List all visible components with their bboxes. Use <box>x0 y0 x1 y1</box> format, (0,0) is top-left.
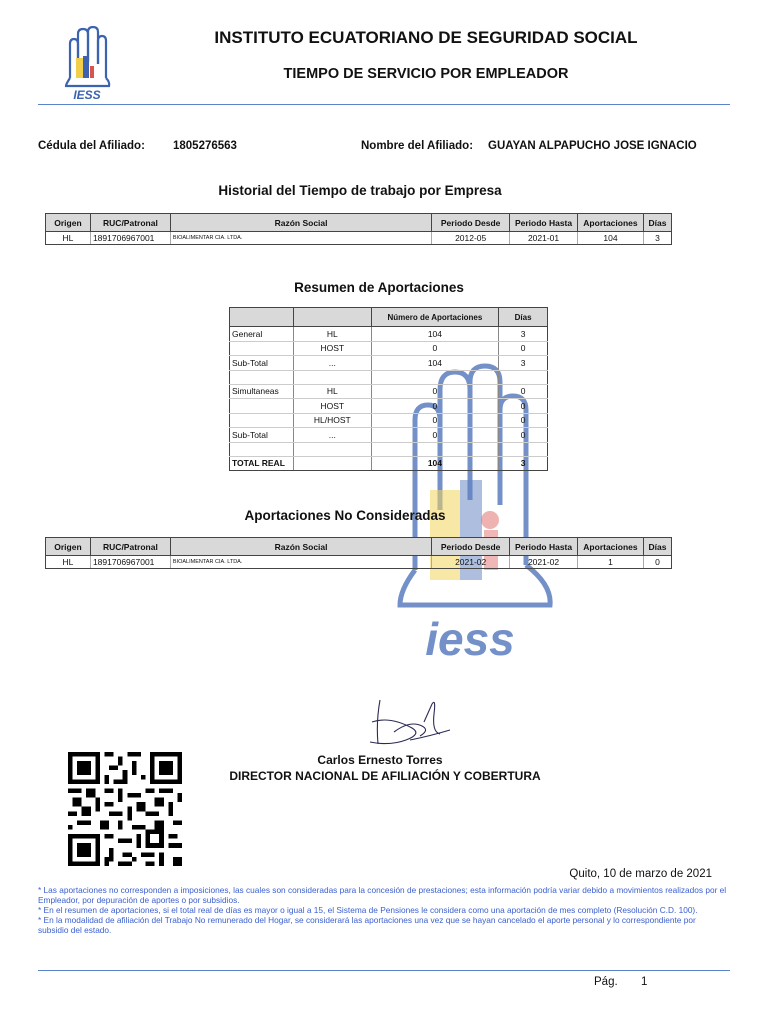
cell-aportaciones: 0 <box>371 341 499 356</box>
document-title: TIEMPO DE SERVICIO POR EMPLEADOR <box>283 66 569 82</box>
cell-dias: 0 <box>499 341 548 356</box>
footnote: * Las aportaciones no corresponden a imposiciones, las cuales son consideradas para la concesión de prestaciones; esta información podría variar debido a movimientos realizados por el Empleador, por depuración de aportes o por subsidios. <box>38 885 727 905</box>
resumen-title: Resumen de Aportaciones <box>294 280 464 295</box>
cell-dias: 0 <box>499 428 548 443</box>
col-ruc: RUC/Patronal <box>90 214 170 232</box>
cell-aportaciones: 0 <box>371 428 499 443</box>
footnote: * En la modalidad de afiliación del Trabajo No remunerado del Hogar, se considerará las aportaciones una vez que se hayan cancelado el aporte personal y lo correspondiente por subsidio del estado. <box>38 915 696 935</box>
cell-type <box>293 442 371 456</box>
signer-name: Carlos Ernesto Torres <box>317 753 443 767</box>
cell-dias: 3 <box>499 327 548 342</box>
cell-category: TOTAL REAL <box>230 456 294 471</box>
table-row <box>230 327 548 342</box>
col-periodo-desde: Periodo Desde <box>432 214 510 232</box>
cell-aportaciones: 104 <box>577 232 643 245</box>
historial-table <box>45 213 672 245</box>
cedula-label: Cédula del Afiliado: <box>38 140 145 152</box>
cell-category: Sub-Total <box>230 428 294 443</box>
table-row <box>230 442 548 456</box>
cell-category: General <box>230 327 294 342</box>
qr-code <box>64 752 186 866</box>
table-row <box>230 341 548 356</box>
table-row <box>230 413 548 428</box>
col-razon-social: Razón Social <box>170 538 431 556</box>
table-header-row <box>230 308 548 327</box>
cell-category <box>230 413 294 428</box>
col-dias: Días <box>643 214 671 232</box>
cell-type <box>293 456 371 471</box>
total-row <box>230 456 548 471</box>
cell-dias: 0 <box>499 399 548 414</box>
cell-dias: 3 <box>499 456 548 471</box>
nombre-label: Nombre del Afiliado: <box>361 140 474 152</box>
institution-title: INSTITUTO ECUATORIANO DE SEGURIDAD SOCIAL <box>214 28 638 47</box>
table-row <box>230 384 548 399</box>
cell-type: HL <box>293 327 371 342</box>
col-origen: Origen <box>46 214 91 232</box>
col-periodo-hasta: Periodo Hasta <box>510 214 578 232</box>
resumen-table <box>229 307 548 471</box>
cell-category <box>230 442 294 456</box>
col-dias: Días <box>643 538 671 556</box>
cell-category: Sub-Total <box>230 356 294 371</box>
cell-periodo-hasta: 2021-02 <box>510 556 578 569</box>
cell-aportaciones <box>371 442 499 456</box>
col-periodo-hasta: Periodo Hasta <box>510 538 578 556</box>
cell-origen: HL <box>46 232 91 245</box>
cell-type: HL/HOST <box>293 413 371 428</box>
col-periodo-desde: Periodo Desde <box>432 538 510 556</box>
table-row <box>230 370 548 384</box>
col-aportaciones: Aportaciones <box>577 538 643 556</box>
signer-title: DIRECTOR NACIONAL DE AFILIACIÓN Y COBERTURA <box>229 769 541 783</box>
cell-ruc: 1891706967001 <box>90 556 170 569</box>
table-row <box>230 399 548 414</box>
cell-razon-social: BIOALIMENTAR CIA. LTDA. <box>170 232 431 245</box>
footer-divider <box>38 970 730 971</box>
historial-title: Historial del Tiempo de trabajo por Empresa <box>218 183 502 198</box>
cell-type: HL <box>293 384 371 399</box>
cell-dias: 3 <box>643 232 671 245</box>
cell-origen: HL <box>46 556 91 569</box>
cell-category <box>230 370 294 384</box>
cell-ruc: 1891706967001 <box>90 232 170 245</box>
no-consideradas-table <box>45 537 672 569</box>
col-numero-aportaciones: Número de Aportaciones <box>371 308 499 327</box>
cell-aportaciones: 0 <box>371 399 499 414</box>
cell-dias <box>499 370 548 384</box>
cell-aportaciones: 104 <box>371 327 499 342</box>
table-row <box>230 428 548 443</box>
cell-periodo-hasta: 2021-01 <box>510 232 578 245</box>
footnotes <box>38 885 728 935</box>
date-place: Quito, 10 de marzo de 2021 <box>569 868 712 880</box>
cell-periodo-desde: 2021-02 <box>432 556 510 569</box>
cell-periodo-desde: 2012-05 <box>432 232 510 245</box>
cell-type <box>293 370 371 384</box>
cell-type: HOST <box>293 341 371 356</box>
cell-aportaciones: 1 <box>577 556 643 569</box>
cell-aportaciones: 104 <box>371 356 499 371</box>
cell-aportaciones: 0 <box>371 384 499 399</box>
col-aportaciones: Aportaciones <box>577 214 643 232</box>
table-header-row <box>46 214 672 232</box>
cell-type: HOST <box>293 399 371 414</box>
cell-dias: 0 <box>643 556 671 569</box>
col-dias: Días <box>499 308 548 327</box>
svg-text:IESS: IESS <box>73 88 101 102</box>
svg-text:iess: iess <box>425 613 515 660</box>
cell-razon-social: BIOALIMENTAR CIA. LTDA. <box>170 556 431 569</box>
col-origen: Origen <box>46 538 91 556</box>
header-divider <box>38 104 730 105</box>
col-category <box>230 308 294 327</box>
table-row <box>46 232 672 245</box>
cell-category <box>230 341 294 356</box>
table-row <box>230 356 548 371</box>
cell-dias: 0 <box>499 413 548 428</box>
cell-dias: 3 <box>499 356 548 371</box>
col-ruc: RUC/Patronal <box>90 538 170 556</box>
page-label: Pág. <box>594 976 618 988</box>
cedula-value: 1805276563 <box>173 140 237 152</box>
iess-logo <box>62 26 112 102</box>
cell-dias: 0 <box>499 384 548 399</box>
nombre-value: GUAYAN ALPAPUCHO JOSE IGNACIO <box>488 140 697 152</box>
cell-aportaciones <box>371 370 499 384</box>
cell-type: ... <box>293 428 371 443</box>
cell-category <box>230 399 294 414</box>
cell-category: Simultaneas <box>230 384 294 399</box>
page-number: 1 <box>641 976 648 988</box>
no-consideradas-title: Aportaciones No Consideradas <box>244 508 446 523</box>
col-type <box>293 308 371 327</box>
cell-dias <box>499 442 548 456</box>
cell-aportaciones: 0 <box>371 413 499 428</box>
table-row <box>46 556 672 569</box>
footnote: * En el resumen de aportaciones, si el total real de días es mayor o igual a 15, el Sistema de Pensiones le considera como una aportación de mes completo (Resolución C.D. 100). <box>38 905 698 915</box>
cell-type: ... <box>293 356 371 371</box>
cell-aportaciones: 104 <box>371 456 499 471</box>
table-header-row <box>46 538 672 556</box>
col-razon-social: Razón Social <box>170 214 431 232</box>
